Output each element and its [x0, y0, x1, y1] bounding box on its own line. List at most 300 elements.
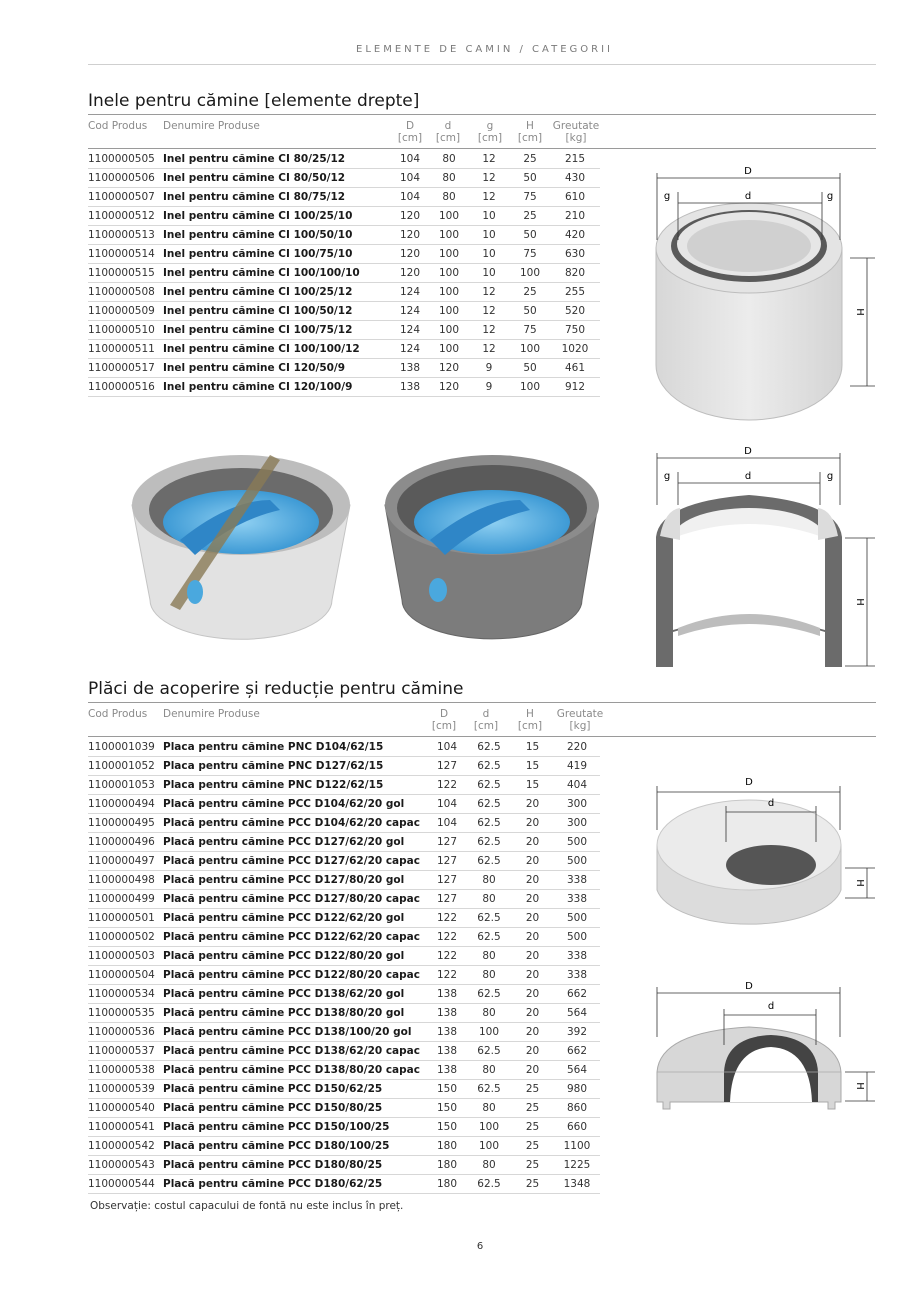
table-row — [88, 966, 600, 985]
product-code: 1100000541 — [88, 1118, 163, 1137]
table-row — [88, 833, 600, 852]
product-value: 1020 — [550, 340, 600, 359]
ring-dimension-diagram — [640, 160, 880, 425]
product-value: 100 — [510, 340, 550, 359]
table-row — [88, 947, 600, 966]
table-row — [88, 150, 600, 169]
product-value: 255 — [550, 283, 600, 302]
product-code: 1100000515 — [88, 264, 163, 283]
product-name: Placă pentru cămine PCC D138/80/20 gol — [163, 1004, 427, 1023]
product-value: 138 — [390, 359, 430, 378]
plate-label-D: D — [745, 777, 753, 788]
table-row — [88, 1023, 600, 1042]
plate-dimension-diagram — [640, 770, 880, 940]
product-value: 100 — [430, 302, 468, 321]
product-value: 124 — [390, 340, 430, 359]
product-value: 180 — [427, 1175, 467, 1194]
product-value: 20 — [511, 966, 554, 985]
table-row — [88, 871, 600, 890]
product-value: 461 — [550, 359, 600, 378]
product-value: 392 — [554, 1023, 600, 1042]
product-name: Placă pentru cămine PCC D180/100/25 — [163, 1137, 427, 1156]
product-value: 20 — [511, 985, 554, 1004]
product-value: 300 — [554, 814, 600, 833]
product-value: 80 — [467, 1156, 511, 1175]
plates-col-weight: Greutate [kg] — [556, 708, 604, 732]
table-row — [88, 928, 600, 947]
product-value: 122 — [427, 909, 467, 928]
section-label-g-right: g — [826, 471, 834, 482]
product-value: 50 — [510, 359, 550, 378]
product-value: 62.5 — [467, 909, 511, 928]
product-code: 1100000516 — [88, 378, 163, 397]
product-value: 138 — [427, 985, 467, 1004]
rings-table — [88, 150, 600, 397]
product-value: 300 — [554, 795, 600, 814]
product-value: 860 — [554, 1099, 600, 1118]
product-value: 122 — [427, 776, 467, 795]
product-code: 1100000497 — [88, 852, 163, 871]
plates-header-divider — [88, 736, 876, 737]
product-value: 62.5 — [467, 1042, 511, 1061]
product-value: 104 — [427, 795, 467, 814]
product-name: Placă pentru cămine PCC D150/62/25 — [163, 1080, 427, 1099]
plate-label-H: H — [854, 879, 865, 887]
product-code: 1100000536 — [88, 1023, 163, 1042]
product-value: 62.5 — [467, 814, 511, 833]
product-value: 80 — [467, 1099, 511, 1118]
product-value: 124 — [390, 283, 430, 302]
product-value: 127 — [427, 757, 467, 776]
product-name: Placă pentru cămine PCC D122/80/20 capac — [163, 966, 427, 985]
product-value: 100 — [510, 378, 550, 397]
product-value: 25 — [511, 1137, 554, 1156]
product-value: 120 — [390, 264, 430, 283]
rings-col-code: Cod Produs — [88, 120, 148, 132]
product-value: 180 — [427, 1156, 467, 1175]
product-value: 10 — [468, 264, 510, 283]
product-value: 122 — [427, 966, 467, 985]
product-value: 80 — [467, 947, 511, 966]
plates-section-title: Plăci de acoperire și reducție pentru cămine — [88, 679, 464, 699]
product-value: 104 — [390, 188, 430, 207]
product-value: 150 — [427, 1118, 467, 1137]
product-name: Inel pentru cămine CI 80/75/12 — [163, 188, 390, 207]
product-code: 1100000496 — [88, 833, 163, 852]
product-code: 1100000534 — [88, 985, 163, 1004]
table-row — [88, 188, 600, 207]
product-code: 1100000506 — [88, 169, 163, 188]
product-value: 1100 — [554, 1137, 600, 1156]
product-value: 12 — [468, 283, 510, 302]
product-value: 138 — [427, 1004, 467, 1023]
product-name: Placă pentru cămine PCC D150/100/25 — [163, 1118, 427, 1137]
product-value: 20 — [511, 947, 554, 966]
product-code: 1100000512 — [88, 207, 163, 226]
product-code: 1100000498 — [88, 871, 163, 890]
table-row — [88, 852, 600, 871]
product-value: 12 — [468, 340, 510, 359]
plate-section-label-d: d — [767, 1001, 775, 1012]
product-value: 124 — [390, 321, 430, 340]
product-value: 104 — [427, 738, 467, 757]
product-value: 62.5 — [467, 1175, 511, 1194]
product-code: 1100000535 — [88, 1004, 163, 1023]
product-name: Placă pentru cămine PCC D104/62/20 capac — [163, 814, 427, 833]
product-value: 62.5 — [467, 757, 511, 776]
table-row — [88, 985, 600, 1004]
product-value: 404 — [554, 776, 600, 795]
product-name: Inel pentru cămine CI 80/25/12 — [163, 150, 390, 169]
product-code: 1100000511 — [88, 340, 163, 359]
product-value: 15 — [511, 757, 554, 776]
product-value: 20 — [511, 928, 554, 947]
product-value: 500 — [554, 833, 600, 852]
product-value: 15 — [511, 776, 554, 795]
table-row — [88, 245, 600, 264]
product-value: 12 — [468, 302, 510, 321]
product-value: 15 — [511, 738, 554, 757]
product-name: Placă pentru cămine PCC D127/62/20 capac — [163, 852, 427, 871]
section-label-H: H — [854, 598, 865, 606]
product-value: 100 — [467, 1137, 511, 1156]
product-value: 500 — [554, 909, 600, 928]
product-value: 138 — [427, 1023, 467, 1042]
product-value: 430 — [550, 169, 600, 188]
table-row — [88, 1156, 600, 1175]
product-value: 80 — [467, 1004, 511, 1023]
ring-label-D: D — [744, 166, 752, 177]
product-value: 420 — [550, 226, 600, 245]
product-code: 1100000510 — [88, 321, 163, 340]
product-value: 220 — [554, 738, 600, 757]
product-value: 1348 — [554, 1175, 600, 1194]
product-value: 20 — [511, 909, 554, 928]
product-value: 120 — [430, 359, 468, 378]
product-value: 100 — [430, 264, 468, 283]
table-row — [88, 1061, 600, 1080]
product-name: Inel pentru cămine CI 100/75/10 — [163, 245, 390, 264]
product-value: 20 — [511, 833, 554, 852]
product-value: 138 — [427, 1061, 467, 1080]
product-name: Placă pentru cămine PCC D138/80/20 capac — [163, 1061, 427, 1080]
product-code: 1100000543 — [88, 1156, 163, 1175]
product-value: 20 — [511, 852, 554, 871]
product-name: Placă pentru cămine PCC D122/80/20 gol — [163, 947, 427, 966]
rings-col-weight: Greutate [kg] — [552, 120, 600, 144]
rings-col-D: D [cm] — [397, 120, 423, 144]
plates-col-D: D [cm] — [431, 708, 457, 732]
product-value: 100 — [467, 1023, 511, 1042]
product-value: 9 — [468, 359, 510, 378]
plates-table — [88, 738, 600, 1194]
product-value: 10 — [468, 226, 510, 245]
product-value: 62.5 — [467, 1080, 511, 1099]
rings-header-divider — [88, 148, 876, 149]
product-value: 662 — [554, 985, 600, 1004]
table-row — [88, 1137, 600, 1156]
plate-section-diagram — [640, 977, 880, 1117]
plates-col-name: Denumire Produse — [163, 708, 260, 720]
product-code: 1100000537 — [88, 1042, 163, 1061]
product-name: Inel pentru cămine CI 100/100/12 — [163, 340, 390, 359]
table-row — [88, 359, 600, 378]
table-row — [88, 264, 600, 283]
ring-label-g-right: g — [826, 191, 834, 202]
product-code: 1100000501 — [88, 909, 163, 928]
product-value: 419 — [554, 757, 600, 776]
product-value: 120 — [390, 207, 430, 226]
product-value: 20 — [511, 1061, 554, 1080]
product-value: 210 — [550, 207, 600, 226]
product-name: Inel pentru cămine CI 100/100/10 — [163, 264, 390, 283]
table-row — [88, 302, 600, 321]
table-row — [88, 226, 600, 245]
product-name: Inel pentru cămine CI 100/50/12 — [163, 302, 390, 321]
product-code: 1100000538 — [88, 1061, 163, 1080]
product-value: 180 — [427, 1137, 467, 1156]
product-name: Inel pentru cămine CI 120/50/9 — [163, 359, 390, 378]
product-value: 62.5 — [467, 795, 511, 814]
product-name: Placă pentru cămine PCC D138/62/20 capac — [163, 1042, 427, 1061]
product-value: 124 — [390, 302, 430, 321]
product-value: 610 — [550, 188, 600, 207]
plate-label-d: d — [767, 798, 775, 809]
price-note: Observație: costul capacului de fontă nu este inclus în preț. — [90, 1200, 404, 1212]
product-value: 20 — [511, 871, 554, 890]
table-row — [88, 169, 600, 188]
table-row — [88, 909, 600, 928]
section-label-d: d — [744, 471, 752, 482]
product-value: 564 — [554, 1061, 600, 1080]
product-value: 100 — [430, 207, 468, 226]
table-row — [88, 1118, 600, 1137]
product-code: 1100000539 — [88, 1080, 163, 1099]
product-value: 338 — [554, 966, 600, 985]
product-name: Placă pentru cămine PCC D138/100/20 gol — [163, 1023, 427, 1042]
table-row — [88, 340, 600, 359]
product-value: 138 — [427, 1042, 467, 1061]
product-value: 80 — [467, 890, 511, 909]
product-value: 12 — [468, 169, 510, 188]
product-value: 100 — [430, 283, 468, 302]
product-value: 12 — [468, 188, 510, 207]
product-value: 62.5 — [467, 852, 511, 871]
product-value: 25 — [510, 283, 550, 302]
product-value: 120 — [390, 226, 430, 245]
product-code: 1100000517 — [88, 359, 163, 378]
page-number: 6 — [476, 1241, 484, 1252]
product-value: 62.5 — [467, 738, 511, 757]
product-value: 100 — [467, 1118, 511, 1137]
manhole-base-cutaway — [132, 455, 350, 639]
product-value: 120 — [390, 245, 430, 264]
table-row — [88, 738, 600, 757]
product-code: 1100000508 — [88, 283, 163, 302]
product-value: 750 — [550, 321, 600, 340]
product-name: Placă pentru cămine PCC D104/62/20 gol — [163, 795, 427, 814]
product-value: 100 — [510, 264, 550, 283]
table-row — [88, 283, 600, 302]
plates-col-d: d [cm] — [473, 708, 499, 732]
product-code: 1100000505 — [88, 150, 163, 169]
product-value: 10 — [468, 207, 510, 226]
ring-section-diagram — [640, 440, 880, 672]
product-value: 80 — [430, 169, 468, 188]
product-name: Placă pentru cămine PCC D122/62/20 gol — [163, 909, 427, 928]
product-code: 1100000499 — [88, 890, 163, 909]
product-name: Inel pentru cămine CI 120/100/9 — [163, 378, 390, 397]
product-value: 25 — [511, 1175, 554, 1194]
product-name: Inel pentru cămine CI 100/75/12 — [163, 321, 390, 340]
section-label-g-left: g — [663, 471, 671, 482]
product-value: 80 — [430, 188, 468, 207]
product-name: Placa pentru cămine PNC D104/62/15 — [163, 738, 427, 757]
product-value: 104 — [390, 150, 430, 169]
product-code: 1100000504 — [88, 966, 163, 985]
product-code: 1100001039 — [88, 738, 163, 757]
product-value: 520 — [550, 302, 600, 321]
product-value: 25 — [511, 1099, 554, 1118]
table-row — [88, 207, 600, 226]
product-code: 1100000542 — [88, 1137, 163, 1156]
product-code: 1100000503 — [88, 947, 163, 966]
product-value: 12 — [468, 321, 510, 340]
product-value: 100 — [430, 226, 468, 245]
product-value: 104 — [427, 814, 467, 833]
breadcrumb: ELEMENTE DE CAMIN / CATEGORII — [356, 44, 613, 55]
product-value: 338 — [554, 871, 600, 890]
table-row — [88, 757, 600, 776]
product-value: 630 — [550, 245, 600, 264]
product-value: 62.5 — [467, 928, 511, 947]
product-value: 127 — [427, 871, 467, 890]
product-value: 104 — [390, 169, 430, 188]
product-code: 1100001053 — [88, 776, 163, 795]
product-value: 75 — [510, 321, 550, 340]
rings-section-title: Inele pentru cămine [elemente drepte] — [88, 91, 420, 111]
table-row — [88, 378, 600, 397]
product-name: Placa pentru cămine PNC D127/62/15 — [163, 757, 427, 776]
product-value: 564 — [554, 1004, 600, 1023]
product-value: 62.5 — [467, 776, 511, 795]
product-value: 660 — [554, 1118, 600, 1137]
product-value: 150 — [427, 1099, 467, 1118]
product-code: 1100001052 — [88, 757, 163, 776]
product-name: Placă pentru cămine PCC D127/62/20 gol — [163, 833, 427, 852]
product-value: 338 — [554, 890, 600, 909]
product-value: 25 — [510, 207, 550, 226]
rings-col-d: d [cm] — [435, 120, 461, 144]
product-value: 980 — [554, 1080, 600, 1099]
product-value: 80 — [430, 150, 468, 169]
product-value: 500 — [554, 852, 600, 871]
product-code: 1100000514 — [88, 245, 163, 264]
product-value: 820 — [550, 264, 600, 283]
plates-col-H: H [cm] — [517, 708, 543, 732]
product-value: 138 — [390, 378, 430, 397]
product-value: 25 — [511, 1156, 554, 1175]
table-row — [88, 1099, 600, 1118]
product-value: 12 — [468, 150, 510, 169]
product-value: 20 — [511, 814, 554, 833]
product-name: Placă pentru cămine PCC D127/80/20 gol — [163, 871, 427, 890]
product-code: 1100000544 — [88, 1175, 163, 1194]
product-value: 80 — [467, 871, 511, 890]
manhole-base-full — [385, 455, 599, 639]
product-value: 9 — [468, 378, 510, 397]
header-divider — [88, 64, 876, 65]
product-value: 20 — [511, 1004, 554, 1023]
product-value: 100 — [430, 321, 468, 340]
product-code: 1100000502 — [88, 928, 163, 947]
product-name: Inel pentru cămine CI 100/50/10 — [163, 226, 390, 245]
product-value: 80 — [467, 1061, 511, 1080]
product-value: 122 — [427, 928, 467, 947]
product-value: 75 — [510, 245, 550, 264]
product-value: 100 — [430, 340, 468, 359]
product-code: 1100000494 — [88, 795, 163, 814]
product-name: Placa pentru cămine PNC D122/62/15 — [163, 776, 427, 795]
product-name: Placă pentru cămine PCC D180/80/25 — [163, 1156, 427, 1175]
product-value: 62.5 — [467, 985, 511, 1004]
product-value: 62.5 — [467, 833, 511, 852]
product-name: Inel pentru cămine CI 100/25/10 — [163, 207, 390, 226]
ring-label-H: H — [854, 308, 865, 316]
product-value: 75 — [510, 188, 550, 207]
section-label-D: D — [744, 446, 752, 457]
rings-title-divider — [88, 114, 876, 115]
table-row — [88, 814, 600, 833]
product-code: 1100000495 — [88, 814, 163, 833]
ring-label-g-left: g — [663, 191, 671, 202]
product-value: 122 — [427, 947, 467, 966]
product-value: 215 — [550, 150, 600, 169]
product-value: 20 — [511, 1023, 554, 1042]
product-value: 25 — [511, 1080, 554, 1099]
product-name: Placă pentru cămine PCC D122/62/20 capac — [163, 928, 427, 947]
product-value: 80 — [467, 966, 511, 985]
table-row — [88, 776, 600, 795]
table-row — [88, 890, 600, 909]
product-value: 1225 — [554, 1156, 600, 1175]
product-value: 127 — [427, 890, 467, 909]
ring-label-d: d — [744, 191, 752, 202]
product-value: 20 — [511, 1042, 554, 1061]
product-value: 50 — [510, 169, 550, 188]
plate-section-label-D: D — [745, 981, 753, 992]
product-value: 127 — [427, 833, 467, 852]
rings-col-name: Denumire Produse — [163, 120, 260, 132]
product-name: Placă pentru cămine PCC D138/62/20 gol — [163, 985, 427, 1004]
manhole-base-renders — [120, 440, 610, 650]
table-row — [88, 1175, 600, 1194]
product-code: 1100000513 — [88, 226, 163, 245]
product-code: 1100000509 — [88, 302, 163, 321]
product-value: 150 — [427, 1080, 467, 1099]
table-row — [88, 1080, 600, 1099]
product-value: 10 — [468, 245, 510, 264]
product-value: 127 — [427, 852, 467, 871]
plates-title-divider — [88, 702, 876, 703]
product-value: 500 — [554, 928, 600, 947]
product-value: 25 — [511, 1118, 554, 1137]
product-code: 1100000507 — [88, 188, 163, 207]
product-code: 1100000540 — [88, 1099, 163, 1118]
product-name: Inel pentru cămine CI 100/25/12 — [163, 283, 390, 302]
product-value: 25 — [510, 150, 550, 169]
rings-col-H: H [cm] — [517, 120, 543, 144]
